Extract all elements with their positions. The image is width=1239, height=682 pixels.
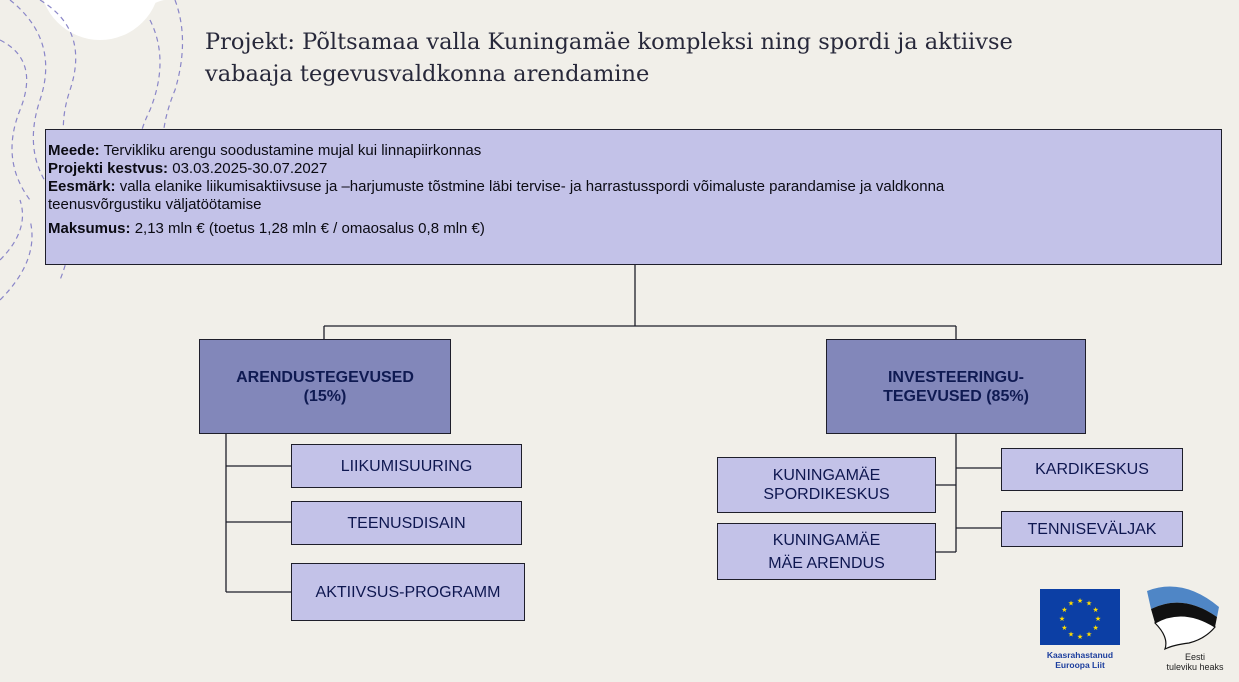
mae-arendus-line2: MÄE ARENDUS <box>768 554 885 572</box>
teenusdisain-label: TEENUSDISAIN <box>347 514 466 532</box>
eu-stars-icon <box>1040 589 1120 645</box>
eu-caption-line2: Euroopa Liit <box>1055 660 1105 670</box>
meede-label: Meede: <box>48 142 100 159</box>
investeeringutegevused-title-1: INVESTEERINGU- <box>887 368 1024 386</box>
svg-text:★: ★ <box>1085 599 1093 608</box>
svg-text:★: ★ <box>1061 624 1068 632</box>
liikumisuuring-label: LIIKUMISUURING <box>340 457 473 475</box>
arendustegevused-title: ARENDUSTEGEVUSED <box>236 368 414 386</box>
svg-text:★: ★ <box>1061 606 1068 614</box>
svg-text:★: ★ <box>1076 597 1084 605</box>
eesti-caption <box>1150 652 1239 672</box>
tennisevaljak-label: TENNISEVÄLJAK <box>1027 520 1157 538</box>
eesti-caption-line1: Eesti <box>1184 652 1205 662</box>
eu-caption-line1: Kaasrahastanud <box>1046 650 1114 660</box>
aktiivsus-programm-box <box>291 563 525 621</box>
kestvus-value: 03.03.2025-30.07.2027 <box>168 160 328 177</box>
svg-text:★: ★ <box>1092 606 1099 614</box>
eesti-logo-icon <box>1143 583 1223 651</box>
kestvus-label: Projekti kestvus: <box>48 160 169 177</box>
eu-caption <box>1025 650 1135 670</box>
svg-text:★: ★ <box>1058 615 1066 623</box>
svg-text:★: ★ <box>1094 615 1102 623</box>
title-line-1: Projekt: Põltsamaa valla Kuningamäe kompleksi ning spordi ja aktiivse <box>205 29 1013 55</box>
spordikeskus-box <box>717 457 936 513</box>
mae-arendus-box <box>717 523 936 580</box>
investeeringutegevused-title-2: TEGEVUSED (85%) <box>883 387 1029 405</box>
svg-text:★: ★ <box>1076 633 1084 641</box>
svg-text:★: ★ <box>1085 630 1093 639</box>
title-line-2: vabaaja tegevusvaldkonna arendamine <box>205 61 650 87</box>
investeeringutegevused-box <box>826 339 1086 434</box>
kardikeskus-label: KARDIKESKUS <box>1035 461 1149 478</box>
mae-arendus-line1: KUNINGAMÄE <box>772 531 881 549</box>
spordikeskus-line2: SPORDIKESKUS <box>763 486 890 503</box>
tennisevaljak-box <box>1001 511 1183 547</box>
arendustegevused-percent: (15%) <box>303 387 347 405</box>
eesmark-value-line2: teenusvõrgustiku väljatöötamise <box>48 196 262 213</box>
arendustegevused-box <box>199 339 451 434</box>
maksumus-label: Maksumus: <box>48 220 131 237</box>
kardikeskus-box <box>1001 448 1183 491</box>
maksumus-value: 2,13 mln € (toetus 1,28 mln € / omaosalus 0,8 mln €) <box>130 220 485 237</box>
eu-flag-logo <box>1040 589 1120 645</box>
eesmark-label: Eesmärk: <box>48 178 116 195</box>
aktiivsus-programm-label: AKTIIVSUS-PROGRAMM <box>315 583 501 601</box>
eesmark-value-line1: valla elanike liikumisaktiivsuse ja –harjumuste tõstmine läbi tervise- ja harrastusspordi võimaluste parandamise ja valdkonna <box>115 178 945 195</box>
svg-text:★: ★ <box>1067 599 1075 608</box>
svg-text:★: ★ <box>1092 624 1099 632</box>
svg-text:★: ★ <box>1067 630 1075 639</box>
liikumisuuring-box <box>291 444 522 488</box>
meede-value: Tervikliku arengu soodustamine mujal kui linnapiirkonnas <box>99 142 482 159</box>
teenusdisain-box <box>291 501 522 545</box>
eesti-caption-line2: tuleviku heaks <box>1166 662 1224 672</box>
spordikeskus-line1: KUNINGAMÄE <box>772 467 881 484</box>
